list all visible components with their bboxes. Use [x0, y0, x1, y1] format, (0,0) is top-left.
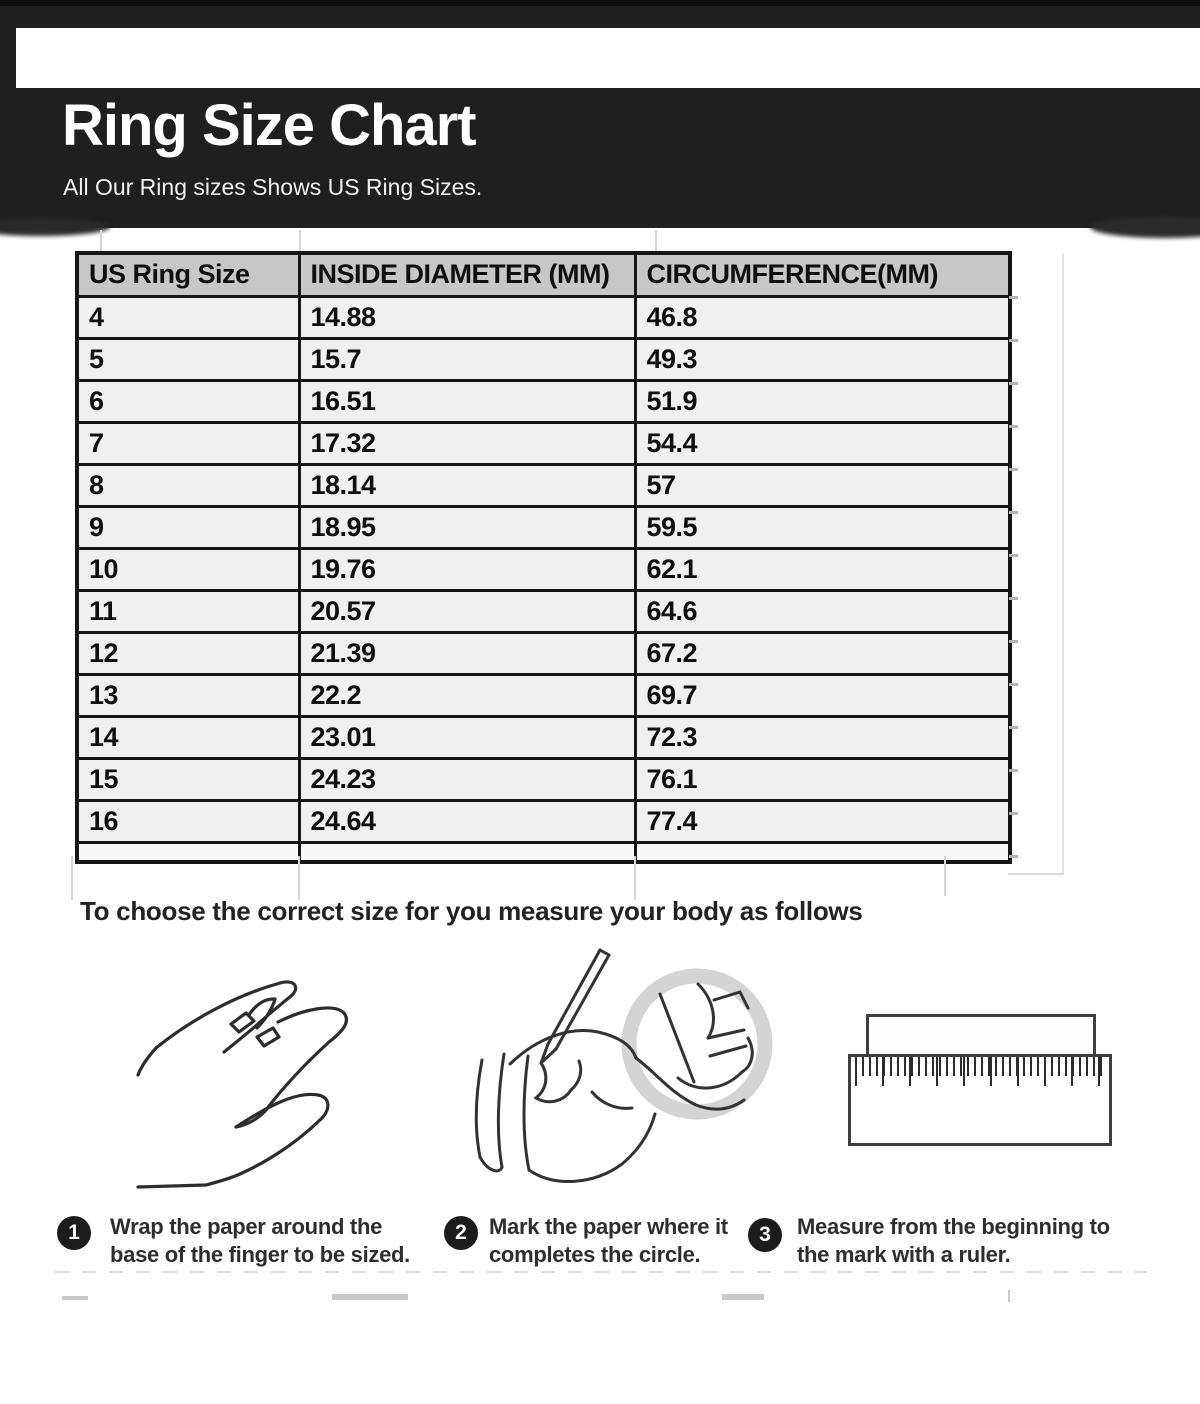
cell-circumference: 54.4 — [635, 422, 1010, 464]
cell-us-ring-size: 4 — [77, 296, 299, 338]
cell-us-ring-size: 11 — [77, 590, 299, 632]
ring-size-table — [75, 251, 1012, 864]
cell-us-ring-size: 9 — [77, 506, 299, 548]
cell-inside-diameter: 15.7 — [299, 338, 635, 380]
table-row — [77, 800, 1010, 842]
cell-inside-diameter: 17.32 — [299, 422, 635, 464]
cell-inside-diameter: 21.39 — [299, 632, 635, 674]
cell-circumference: 77.4 — [635, 800, 1010, 842]
table-row — [77, 380, 1010, 422]
ruler-icon — [848, 1054, 1112, 1146]
cell-circumference: 62.1 — [635, 548, 1010, 590]
table-row — [77, 548, 1010, 590]
scan-artifact-line — [655, 230, 657, 252]
cell-us-ring-size: 5 — [77, 338, 299, 380]
pen-icon — [541, 950, 609, 1063]
cell-inside-diameter: 20.57 — [299, 590, 635, 632]
col-header-inside-diameter: INSIDE DIAMETER (MM) — [299, 253, 635, 296]
cell-circumference: 64.6 — [635, 590, 1010, 632]
scan-smudge — [1090, 216, 1200, 238]
scan-artifact-line — [299, 230, 301, 252]
table-row — [77, 674, 1010, 716]
scan-artifact-line — [944, 856, 946, 896]
hand-with-paper-strip-icon — [128, 968, 363, 1192]
instructions-heading: To choose the correct size for you measure your body as follows — [80, 896, 863, 926]
magnifier-ring — [629, 976, 765, 1112]
cell-circumference: 59.5 — [635, 506, 1010, 548]
cell-circumference: 49.3 — [635, 338, 1010, 380]
ruler-ticks-major — [855, 1057, 1105, 1086]
scan-smudge — [1008, 1290, 1010, 1302]
table-row — [77, 338, 1010, 380]
table-row — [77, 296, 1010, 338]
cell-inside-diameter: 18.14 — [299, 464, 635, 506]
cell-inside-diameter: 24.23 — [299, 758, 635, 800]
table-row — [77, 716, 1010, 758]
cell-circumference: 57 — [635, 464, 1010, 506]
scan-smudge — [722, 1294, 764, 1300]
step-1-text: Wrap the paper around the base of the finger to be sized. — [110, 1214, 410, 1267]
top-bar — [0, 0, 1200, 6]
cell-inside-diameter: 18.95 — [299, 506, 635, 548]
table-header-row — [77, 253, 1010, 296]
cell-circumference: 69.7 — [635, 674, 1010, 716]
cell-circumference: 76.1 — [635, 758, 1010, 800]
page-subtitle: All Our Ring sizes Shows US Ring Sizes. — [63, 174, 483, 200]
cell-inside-diameter: 19.76 — [299, 548, 635, 590]
table-row — [77, 422, 1010, 464]
scan-artifact-dotted-line — [55, 1271, 1147, 1273]
hand-marking-paper-with-pen-icon — [452, 942, 797, 1194]
scan-smudge — [0, 218, 110, 236]
scan-artifact-line — [71, 856, 73, 900]
step-2-text: Mark the paper where it completes the circle. — [489, 1214, 728, 1267]
cell-us-ring-size: 15 — [77, 758, 299, 800]
header-band — [0, 0, 1200, 228]
page-title: Ring Size Chart — [62, 93, 476, 158]
table-row — [77, 506, 1010, 548]
cell-circumference: 67.2 — [635, 632, 1010, 674]
cell-us-ring-size: 16 — [77, 800, 299, 842]
ruler-measuring-paper-icon — [848, 1008, 1116, 1148]
cell-inside-diameter: 23.01 — [299, 716, 635, 758]
scan-artifact-line — [100, 230, 102, 251]
table-row — [77, 758, 1010, 800]
step-1-badge: 1 — [57, 1216, 91, 1250]
cell-us-ring-size: 6 — [77, 380, 299, 422]
cell-us-ring-size: 12 — [77, 632, 299, 674]
step-3-text: Measure from the beginning to the mark with a ruler. — [797, 1214, 1110, 1267]
cell-circumference: 72.3 — [635, 716, 1010, 758]
scan-smudge — [332, 1294, 408, 1300]
scan-artifact-line — [1062, 253, 1064, 875]
scan-smudge — [62, 1296, 88, 1300]
cell-circumference: 46.8 — [635, 296, 1010, 338]
cell-us-ring-size: 7 — [77, 422, 299, 464]
cell-us-ring-size: 10 — [77, 548, 299, 590]
cell-inside-diameter: 24.64 — [299, 800, 635, 842]
cell-inside-diameter: 22.2 — [299, 674, 635, 716]
scan-artifact-line — [1008, 873, 1064, 875]
cell-us-ring-size: 13 — [77, 674, 299, 716]
col-header-circumference: CIRCUMFERENCE(MM) — [635, 253, 1010, 296]
white-strip — [16, 28, 1200, 88]
cell-inside-diameter: 16.51 — [299, 380, 635, 422]
cell-us-ring-size: 8 — [77, 464, 299, 506]
scan-artifact-line — [298, 856, 300, 900]
cell-us-ring-size: 14 — [77, 716, 299, 758]
step-2-badge: 2 — [444, 1216, 478, 1250]
table-row — [77, 632, 1010, 674]
scan-artifact-ticks — [1009, 296, 1018, 858]
scan-artifact-line — [634, 856, 636, 900]
table-row — [77, 590, 1010, 632]
cell-inside-diameter: 14.88 — [299, 296, 635, 338]
table-row — [77, 464, 1010, 506]
cell-circumference: 51.9 — [635, 380, 1010, 422]
col-header-us-ring-size: US Ring Size — [77, 253, 299, 296]
table-empty-row — [77, 842, 1010, 862]
step-3-badge: 3 — [748, 1218, 782, 1252]
